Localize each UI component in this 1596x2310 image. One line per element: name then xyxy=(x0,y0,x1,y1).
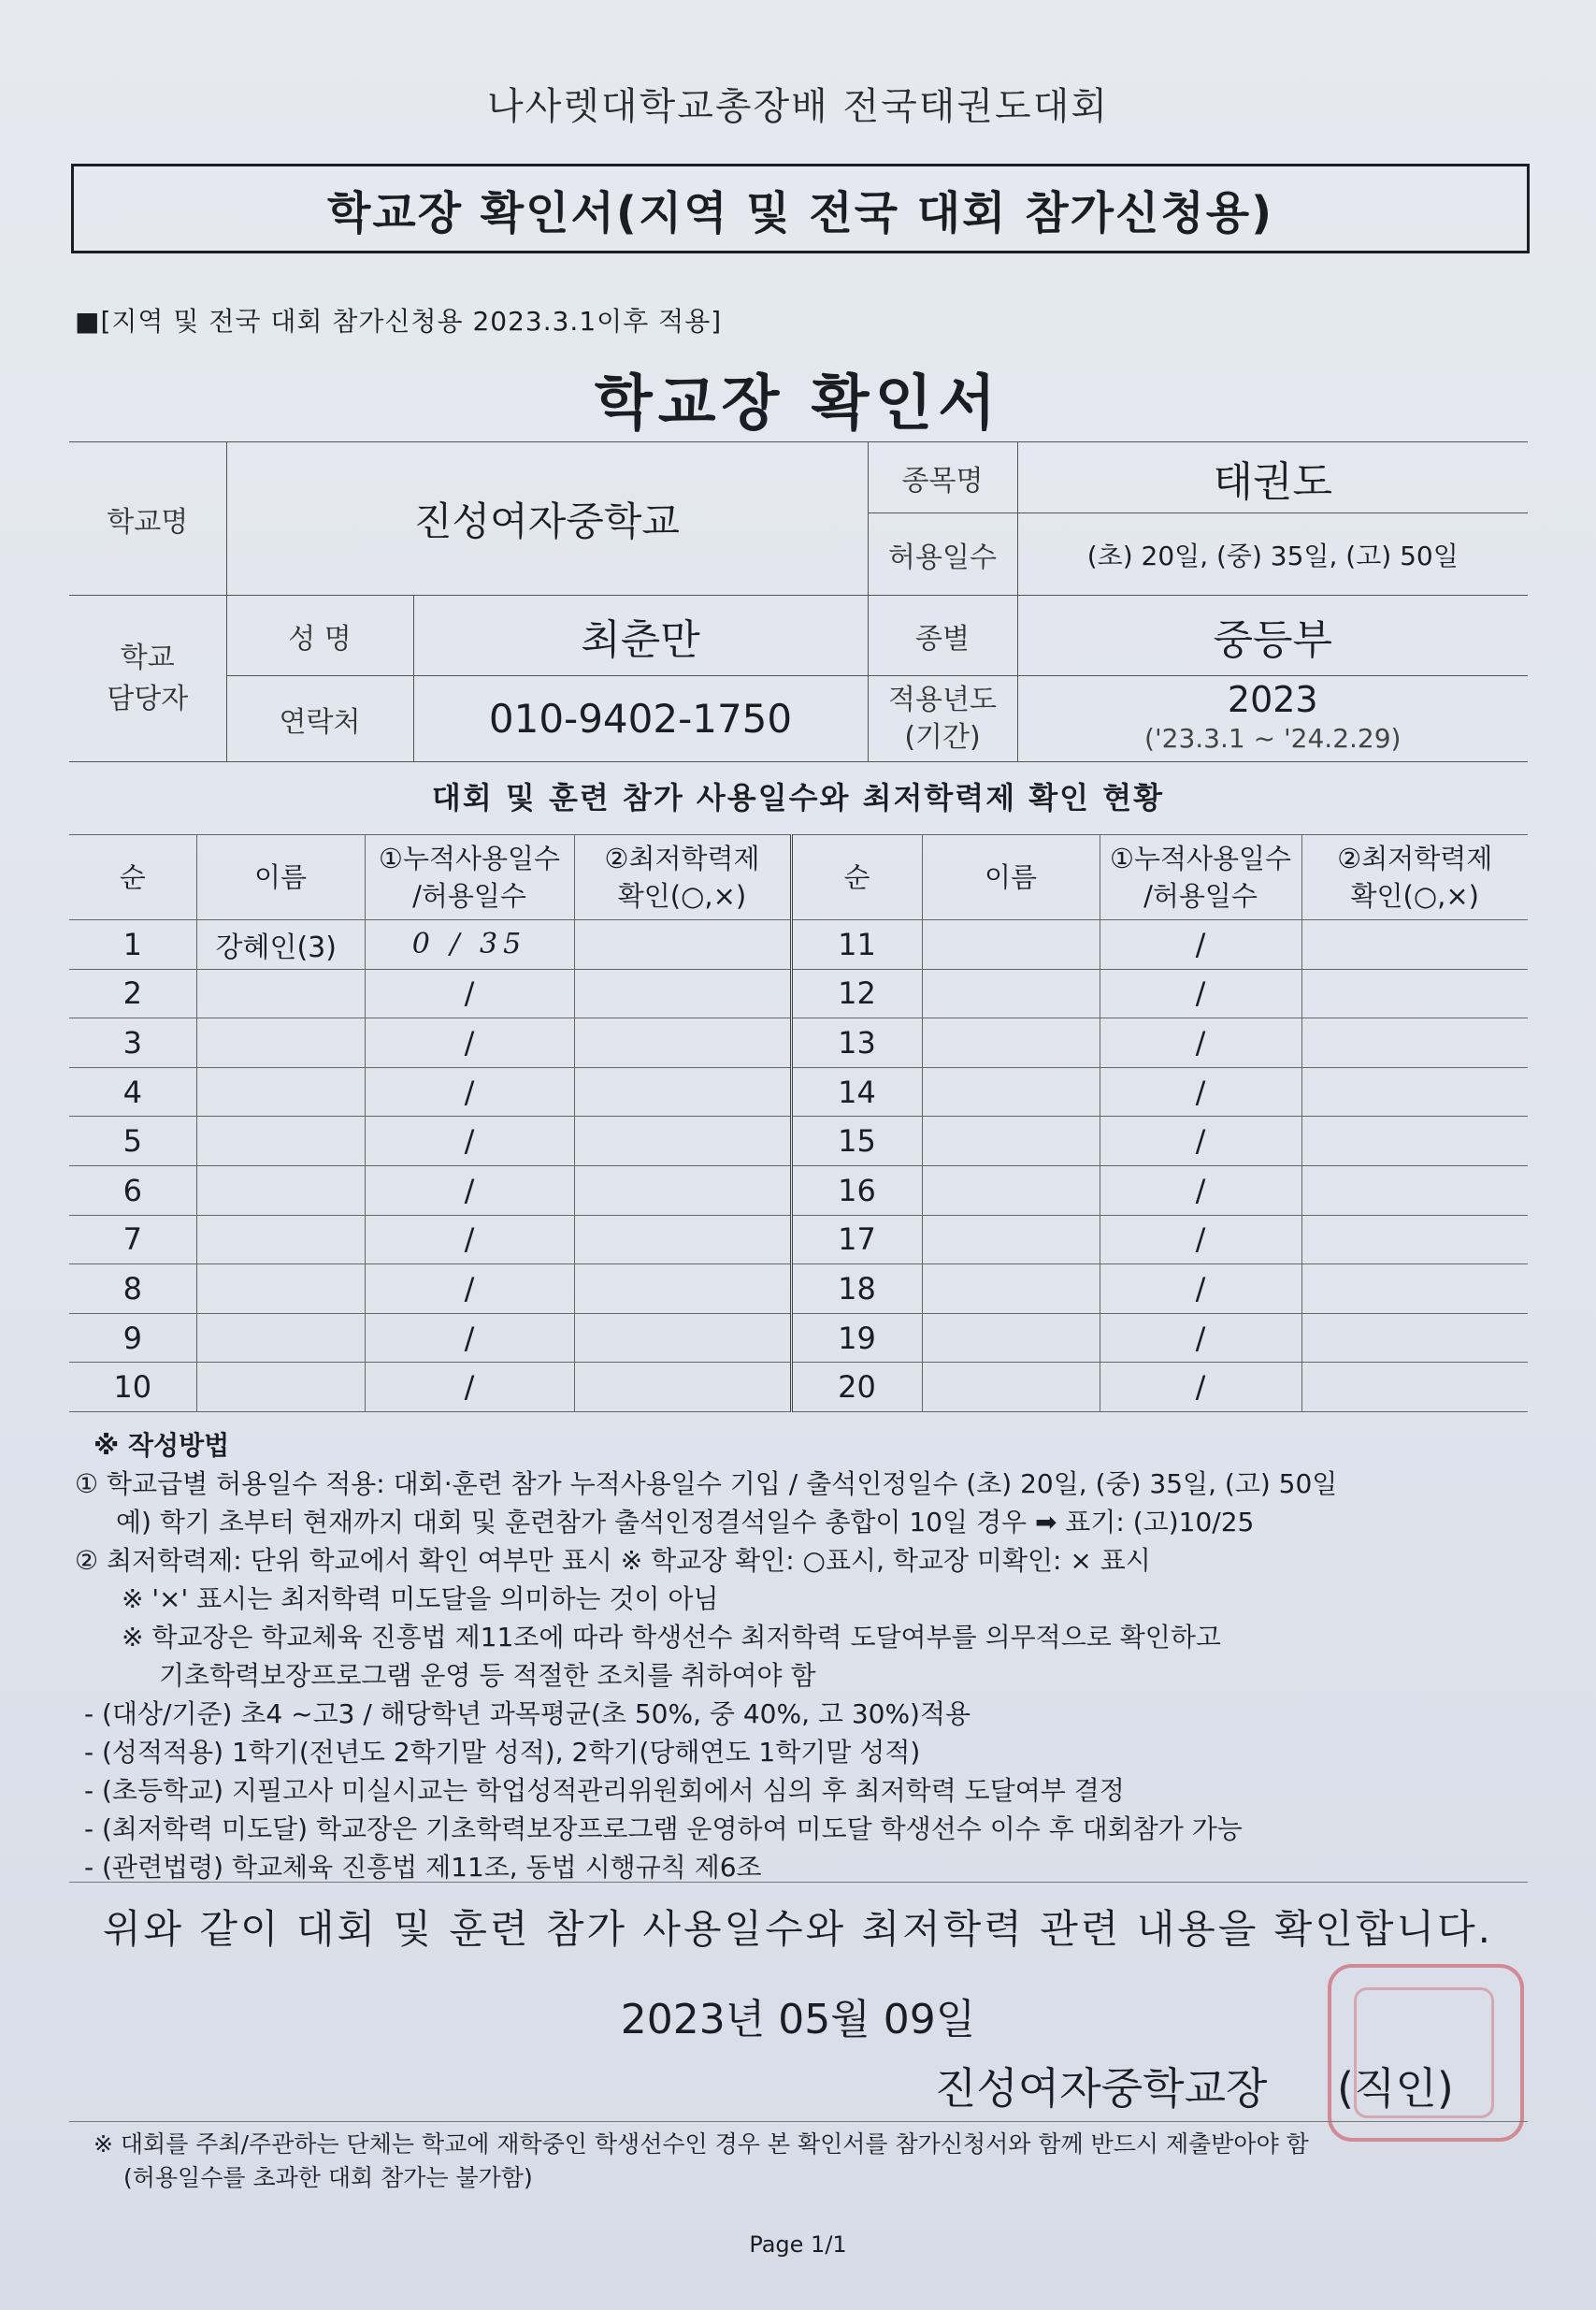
table-row xyxy=(69,1363,1528,1412)
min-grade-check xyxy=(1301,1067,1528,1117)
school-name-value: 진성여자중학교 xyxy=(226,442,868,596)
col-header-check-right: ②최저학력제 확인(○,×) xyxy=(1301,835,1528,920)
row-number: 20 xyxy=(791,1363,922,1412)
sport-label: 종목명 xyxy=(868,442,1017,513)
student-name xyxy=(196,1363,365,1412)
days-used: 0 / 35 xyxy=(365,920,574,970)
sport-value: 태권도 xyxy=(1017,442,1528,513)
min-grade-check xyxy=(574,1018,791,1068)
applicable-year-cell xyxy=(1017,676,1528,762)
min-grade-check xyxy=(1301,1215,1528,1264)
row-number: 11 xyxy=(791,920,922,970)
col-header-no: 순 xyxy=(69,835,196,920)
row-number: 8 xyxy=(69,1264,196,1314)
row-number: 16 xyxy=(791,1165,922,1215)
divider xyxy=(69,2121,1528,2122)
days-used: / xyxy=(365,1067,574,1117)
instruction-line: - (초등학교) 지필고사 미실시교는 학업성적관리위원회에서 심의 후 최저학력 도달여부 결정 xyxy=(84,1775,1125,1806)
applicable-year-label: 적용년도 (기간) xyxy=(868,676,1017,762)
student-name xyxy=(922,1165,1100,1215)
min-grade-check xyxy=(574,1067,791,1117)
row-number: 19 xyxy=(791,1313,922,1363)
student-name xyxy=(922,1067,1100,1117)
category-value: 중등부 xyxy=(1017,596,1528,676)
seal-label: (직인) xyxy=(1337,2063,1454,2114)
manager-label: 학교 담당자 xyxy=(69,596,226,762)
roster-section-title: 대회 및 훈련 참가 사용일수와 최저학력제 확인 현황 xyxy=(431,780,1165,816)
row-number: 1 xyxy=(69,920,196,970)
instruction-line: - (성적적용) 1학기(전년도 2학기말 성적), 2학기(당해연도 1학기말 성적) xyxy=(84,1737,921,1768)
days-used: / xyxy=(1100,920,1301,970)
student-name xyxy=(196,1018,365,1068)
roster-table xyxy=(69,834,1528,1412)
min-grade-check xyxy=(574,1215,791,1264)
footnote-line: (허용일수를 초과한 대회 참가는 불가함) xyxy=(123,2164,533,2191)
min-grade-check xyxy=(574,969,791,1018)
row-number: 6 xyxy=(69,1165,196,1215)
table-row xyxy=(69,1018,1528,1068)
row-number: 4 xyxy=(69,1067,196,1117)
student-name xyxy=(922,1363,1100,1412)
min-grade-check xyxy=(1301,1264,1528,1314)
page-number: Page 1/1 xyxy=(749,2231,847,2258)
min-grade-check xyxy=(1301,1018,1528,1068)
row-number: 12 xyxy=(791,969,922,1018)
student-name xyxy=(196,1215,365,1264)
issue-date: 2023년 05월 09일 xyxy=(620,1996,976,2043)
row-number: 18 xyxy=(791,1264,922,1314)
row-number: 14 xyxy=(791,1067,922,1117)
student-name xyxy=(922,1313,1100,1363)
days-used: / xyxy=(1100,969,1301,1018)
applicable-period: ('23.3.1 ~ '24.2.29) xyxy=(1144,722,1402,754)
form-title-box: 학교장 확인서(지역 및 전국 대회 참가신청용) xyxy=(71,164,1530,253)
table-row xyxy=(69,1264,1528,1314)
table-row xyxy=(69,1215,1528,1264)
days-used: / xyxy=(365,1018,574,1068)
col-header-name-right: 이름 xyxy=(922,835,1100,920)
days-used: / xyxy=(1100,1313,1301,1363)
applicability-notice: ■[지역 및 전국 대회 참가신청용 2023.3.1이후 적용] xyxy=(75,306,723,337)
contact-label: 연락처 xyxy=(226,676,413,762)
min-grade-check xyxy=(574,1363,791,1412)
instruction-line: 예) 학기 초부터 현재까지 대회 및 훈련참가 출석인정결석일수 총합이 10일 경우 ➡ 표기: (고)10/25 xyxy=(116,1507,1255,1538)
row-number: 17 xyxy=(791,1215,922,1264)
student-name xyxy=(196,969,365,1018)
table-row xyxy=(69,1165,1528,1215)
student-name xyxy=(922,1215,1100,1264)
days-used: / xyxy=(1100,1165,1301,1215)
row-number: 7 xyxy=(69,1215,196,1264)
instruction-line: ※ '×' 표시는 최저학력 미도달을 의미하는 것이 아님 xyxy=(122,1583,719,1614)
info-table xyxy=(69,441,1528,762)
student-name xyxy=(922,920,1100,970)
instructions-heading: ※ 작성방법 xyxy=(93,1430,230,1461)
min-grade-check xyxy=(1301,920,1528,970)
instruction-line: ① 학교급별 허용일수 적용: 대회·훈련 참가 누적사용일수 기입 / 출석인정일수 (초) 20일, (중) 35일, (고) 50일 xyxy=(75,1468,1338,1499)
table-row xyxy=(69,1067,1528,1117)
row-number: 3 xyxy=(69,1018,196,1068)
school-name-label: 학교명 xyxy=(69,442,226,596)
days-used: / xyxy=(365,1215,574,1264)
category-label: 종별 xyxy=(868,596,1017,676)
days-used: / xyxy=(1100,1067,1301,1117)
student-name xyxy=(922,969,1100,1018)
principal-name: 진성여자중학교장 xyxy=(935,2063,1268,2114)
student-name xyxy=(196,1165,365,1215)
days-used: / xyxy=(365,1165,574,1215)
manager-name-label: 성 명 xyxy=(226,596,413,676)
document-title: 학교장 확인서 xyxy=(594,369,1002,439)
student-name xyxy=(922,1264,1100,1314)
applicable-year-value: 2023 xyxy=(1227,678,1318,720)
student-name xyxy=(196,1067,365,1117)
row-number: 13 xyxy=(791,1018,922,1068)
confirmation-statement: 위와 같이 대회 및 훈련 참가 사용일수와 최저학력 관련 내용을 확인합니다. xyxy=(102,1906,1494,1952)
instruction-line: - (최저학력 미도달) 학교장은 기초학력보장프로그램 운영하여 미도달 학생선수 이수 후 대회참가 가능 xyxy=(84,1813,1243,1844)
min-grade-check xyxy=(1301,1117,1528,1166)
min-grade-check xyxy=(1301,1165,1528,1215)
student-name xyxy=(196,1264,365,1314)
min-grade-check xyxy=(574,1264,791,1314)
min-grade-check xyxy=(1301,969,1528,1018)
student-name xyxy=(922,1117,1100,1166)
event-title: 나사렛대학교총장배 전국태권도대회 xyxy=(487,85,1109,128)
days-used: / xyxy=(1100,1117,1301,1166)
table-row xyxy=(69,920,1528,970)
student-name xyxy=(196,1117,365,1166)
row-number: 9 xyxy=(69,1313,196,1363)
days-used: / xyxy=(365,1313,574,1363)
min-grade-check xyxy=(574,1313,791,1363)
col-header-no-right: 순 xyxy=(791,835,922,920)
min-grade-check xyxy=(1301,1363,1528,1412)
manager-name-value: 최춘만 xyxy=(413,596,868,676)
instruction-line: - (대상/기준) 초4 ~고3 / 해당학년 과목평균(초 50%, 중 40%, 고 30%)적용 xyxy=(84,1698,971,1729)
table-row xyxy=(69,1313,1528,1363)
footnote xyxy=(93,2128,1309,2195)
allowed-days-value: (초) 20일, (중) 35일, (고) 50일 xyxy=(1017,513,1528,596)
contact-value: 010-9402-1750 xyxy=(413,676,868,762)
days-used: / xyxy=(365,1117,574,1166)
col-header-days: ①누적사용일수 /허용일수 xyxy=(365,835,574,920)
col-header-name: 이름 xyxy=(196,835,365,920)
footnote-line: ※ 대회를 주최/주관하는 단체는 학교에 재학중인 학생선수인 경우 본 확인서를 참가신청서와 함께 반드시 제출받아야 함 xyxy=(93,2130,1309,2158)
instruction-line: ※ 학교장은 학교체육 진흥법 제11조에 따라 학생선수 최저학력 도달여부를 의무적으로 확인하고 xyxy=(122,1622,1221,1653)
row-number: 2 xyxy=(69,969,196,1018)
divider xyxy=(69,1882,1528,1883)
days-used: / xyxy=(1100,1215,1301,1264)
student-name xyxy=(922,1018,1100,1068)
days-used: / xyxy=(1100,1018,1301,1068)
instruction-line: ② 최저학력제: 단위 학교에서 확인 여부만 표시 ※ 학교장 확인: ○표시, 학교장 미확인: × 표시 xyxy=(75,1545,1151,1576)
row-number: 15 xyxy=(791,1117,922,1166)
col-header-days-right: ①누적사용일수 /허용일수 xyxy=(1100,835,1301,920)
days-used: / xyxy=(365,969,574,1018)
row-number: 5 xyxy=(69,1117,196,1166)
days-used: / xyxy=(1100,1264,1301,1314)
instruction-line: - (관련법령) 학교체육 진흥법 제11조, 동법 시행규칙 제6조 xyxy=(84,1852,762,1883)
days-used: / xyxy=(365,1264,574,1314)
writing-instructions xyxy=(75,1426,1533,1886)
days-used: / xyxy=(365,1363,574,1412)
days-used: / xyxy=(1100,1363,1301,1412)
table-row xyxy=(69,1117,1528,1166)
table-row xyxy=(69,969,1528,1018)
min-grade-check xyxy=(574,920,791,970)
min-grade-check xyxy=(574,1165,791,1215)
student-name: 강혜인(3) xyxy=(196,920,365,970)
allowed-days-label: 허용일수 xyxy=(868,513,1017,596)
min-grade-check xyxy=(1301,1313,1528,1363)
instruction-line: 기초학력보장프로그램 운영 등 적절한 조치를 취하여야 함 xyxy=(159,1660,816,1691)
min-grade-check xyxy=(574,1117,791,1166)
col-header-check: ②최저학력제 확인(○,×) xyxy=(574,835,791,920)
student-name xyxy=(196,1313,365,1363)
row-number: 10 xyxy=(69,1363,196,1412)
